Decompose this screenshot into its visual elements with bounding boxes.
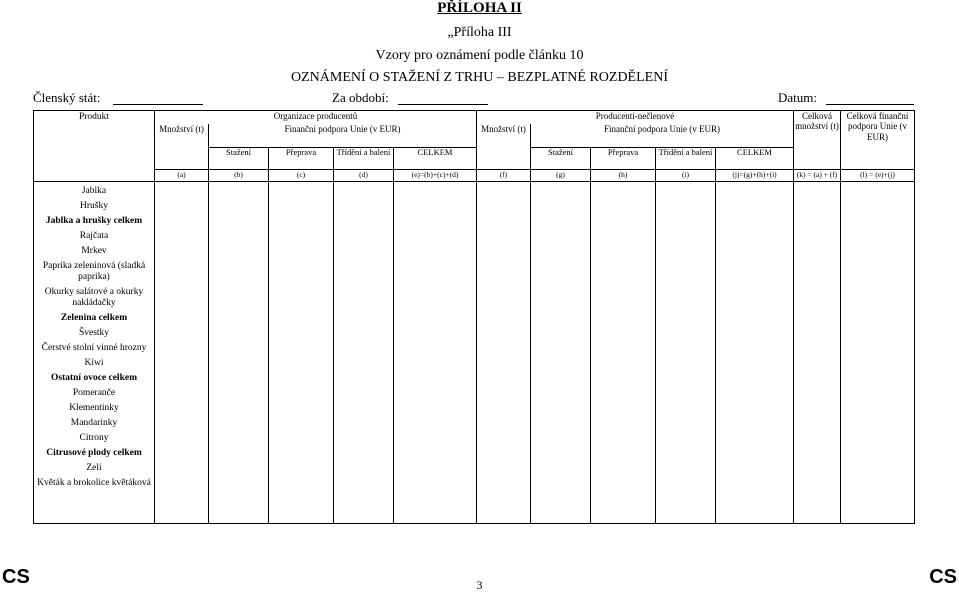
product-row-label: Okurky salátové a okurky nakládačky bbox=[44, 287, 144, 308]
total-quantity-header: Celková množství (t) bbox=[794, 111, 841, 170]
column-code: (i) bbox=[656, 170, 716, 182]
column-code: (f) bbox=[477, 170, 531, 182]
po-financial-header: Finanční podpora Unie (v EUR) bbox=[209, 124, 477, 148]
product-row-label: Kiwi bbox=[84, 358, 104, 368]
data-cell[interactable] bbox=[269, 182, 334, 524]
product-row-label: Citrusové plody celkem bbox=[46, 448, 142, 458]
data-cell[interactable] bbox=[591, 182, 656, 524]
nm-financial-header: Finanční podpora Unie (v EUR) bbox=[531, 124, 794, 148]
data-cell[interactable] bbox=[531, 182, 591, 524]
data-cell[interactable] bbox=[794, 182, 841, 524]
column-code: (j)=(g)+(h)+(i) bbox=[716, 170, 794, 182]
product-row-label: Jablka a hrušky celkem bbox=[45, 216, 143, 226]
product-row-label: Mrkev bbox=[81, 246, 107, 256]
product-row-label: Rajčata bbox=[79, 231, 109, 241]
po-total-header: CELKEM bbox=[394, 148, 477, 170]
product-row-label: Švestky bbox=[78, 328, 110, 338]
column-code: (c) bbox=[269, 170, 334, 182]
data-cell[interactable] bbox=[209, 182, 269, 524]
product-row-label: Klementinky bbox=[69, 403, 119, 413]
product-row-label: Citrony bbox=[79, 433, 109, 443]
column-code: (k) = (a) + (f) bbox=[794, 170, 841, 182]
product-row-label: Pomeranče bbox=[72, 388, 116, 398]
member-state-label: Členský stát: bbox=[33, 90, 101, 105]
notification-table bbox=[33, 110, 915, 524]
data-cell[interactable] bbox=[155, 182, 209, 524]
product-header: Produkt bbox=[34, 111, 155, 182]
nm-total-header: CELKEM bbox=[716, 148, 794, 170]
column-code: (e)=(b)+(c)+(d) bbox=[394, 170, 477, 182]
language-code-left: CS bbox=[2, 566, 30, 588]
column-code: (d) bbox=[334, 170, 394, 182]
page-number: 3 bbox=[476, 578, 483, 592]
product-row-label: Zelí bbox=[86, 463, 102, 473]
product-row-label: Čerstvé stolní vinné hrozny bbox=[41, 343, 147, 353]
product-row-label: Paprika zeleninová (sladká paprika) bbox=[42, 261, 146, 282]
producer-org-header: Organizace producentů bbox=[155, 111, 477, 124]
nm-withdrawal-header: Stažení bbox=[531, 148, 591, 170]
data-cell[interactable] bbox=[394, 182, 477, 524]
data-cell[interactable] bbox=[656, 182, 716, 524]
column-code: (a) bbox=[155, 170, 209, 182]
nonmember-header: Producenti-nečlenové bbox=[477, 111, 794, 124]
po-sorting-header: Třídění a balení bbox=[334, 148, 394, 170]
po-quantity-header: Množství (t) bbox=[155, 124, 209, 170]
column-code: (l) = (e)+(j) bbox=[841, 170, 915, 182]
date-line bbox=[826, 104, 914, 105]
annex-title: PŘÍLOHA II bbox=[437, 0, 522, 16]
product-row-label: Zelenina celkem bbox=[60, 313, 128, 323]
nm-transport-header: Přeprava bbox=[591, 148, 656, 170]
period-label: Za období: bbox=[332, 90, 389, 105]
product-row-label: Květák a brokolice květáková bbox=[37, 478, 151, 488]
column-code: (b) bbox=[209, 170, 269, 182]
data-cell[interactable] bbox=[477, 182, 531, 524]
nm-quantity-header: Množství (t) bbox=[477, 124, 531, 170]
column-code: (h) bbox=[591, 170, 656, 182]
period-line bbox=[398, 104, 488, 105]
notification-title: OZNÁMENÍ O STAŽENÍ Z TRHU – BEZPLATNÉ ROZDĚLENÍ bbox=[291, 70, 668, 85]
product-row-label: Jablka bbox=[81, 186, 107, 196]
date-label: Datum: bbox=[778, 90, 817, 105]
product-row-label: Ostatní ovoce celkem bbox=[50, 373, 137, 383]
po-transport-header: Přeprava bbox=[269, 148, 334, 170]
column-code: (g) bbox=[531, 170, 591, 182]
annex-subtitle: „Příloha III bbox=[447, 25, 512, 40]
po-withdrawal-header: Stažení bbox=[209, 148, 269, 170]
member-state-line bbox=[113, 104, 203, 105]
language-code-right: CS bbox=[929, 566, 957, 588]
models-line: Vzory pro oznámení podle článku 10 bbox=[375, 48, 584, 63]
product-list bbox=[34, 182, 155, 524]
product-row-label: Hrušky bbox=[80, 201, 108, 211]
total-financial-header: Celková finanční podpora Unie (v EUR) bbox=[841, 111, 915, 170]
product-row-label: Mandarinky bbox=[70, 418, 118, 428]
data-cell[interactable] bbox=[841, 182, 915, 524]
nm-sorting-header: Třídění a balení bbox=[656, 148, 716, 170]
data-cell[interactable] bbox=[716, 182, 794, 524]
data-cell[interactable] bbox=[334, 182, 394, 524]
